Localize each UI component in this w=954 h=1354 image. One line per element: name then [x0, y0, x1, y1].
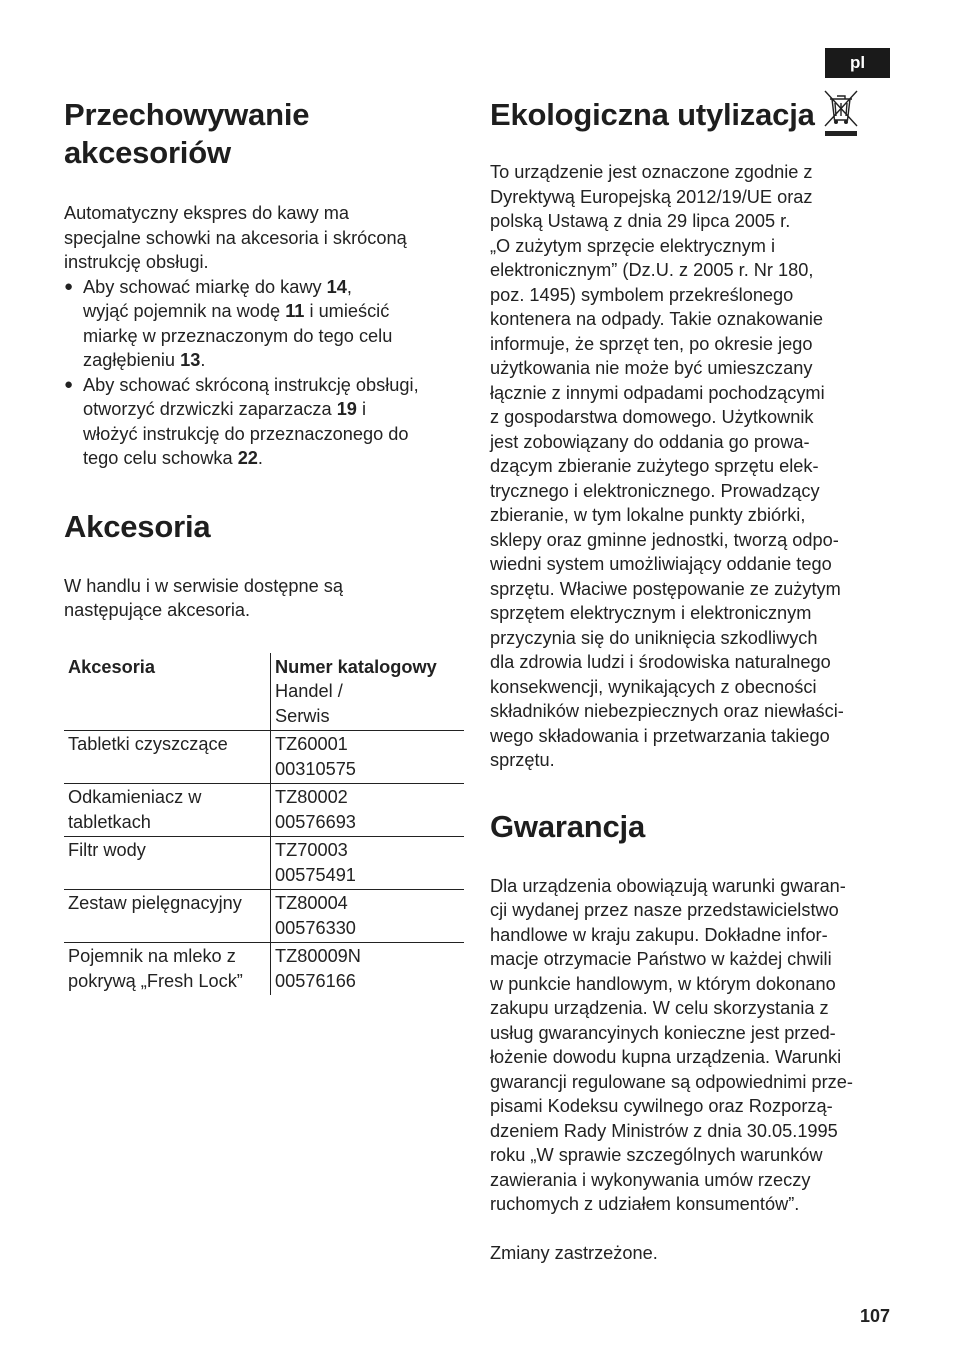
eco-body-line: składników niebezpiecznych oraz niewłaści- [490, 701, 844, 721]
table-header-sub: Handel / Serwis [271, 679, 465, 731]
eco-body-line: sprzętu. Właciwe postępowanie ze zużytym [490, 578, 841, 599]
table-cell-code: TZ80002 00576693 [271, 784, 465, 837]
part-number: 22 [237, 448, 258, 468]
warranty-body-line: w punkcie handlowym, w którym dokonano [490, 973, 836, 994]
warranty-body-line: pisami Kodeksu cywilnego oraz Rozporzą- [490, 1096, 833, 1116]
table-header-accessory: Akcesoria [68, 656, 155, 677]
warranty-body-line: handlowe w kraju zakupu. Dokładne infor- [490, 924, 828, 945]
eco-body-line: dzącym zbieranie zużytego sprzętu elek- [490, 456, 819, 476]
warranty-body-line: ruchomych z udziałem konsumentów”. [490, 1194, 800, 1214]
eco-title: Ekologiczna utylizacja [490, 97, 815, 132]
warranty-body-line: Dla urządzenia obowiązują warunki gwaran- [490, 875, 846, 896]
eco-body-line: przyczynia się do uniknięcia szkodliwych [490, 627, 818, 648]
warranty-note: Zmiany zastrzeżone. [490, 1243, 658, 1263]
warranty-body-line: roku „W sprawie szczególnych warunków [490, 1145, 823, 1165]
warranty-body-line: gwarancji regulowane są odpowiednimi prze- [490, 1071, 853, 1092]
table-row [64, 890, 464, 943]
table-cell-name: Filtr wody [64, 837, 271, 890]
storage-title-line1: Przechowywanie [64, 97, 310, 132]
eco-body-line: Dyrektywą Europejską 2012/19/UE oraz [490, 186, 813, 207]
right-column [490, 96, 892, 1266]
accessories-title: Akcesoria [64, 508, 211, 544]
table-row [64, 731, 464, 784]
part-number: 11 [285, 301, 305, 321]
eco-body-line: sklepy oraz gminne jednostki, tworzą odpo- [490, 529, 839, 550]
table-cell-name: Tabletki czyszczące [64, 731, 271, 784]
accessories-table [64, 653, 464, 996]
table-cell-name: Zestaw pielęgnacyjny [64, 890, 271, 943]
eco-body-line: dla zdrowia ludzi i środowiska naturalnego [490, 652, 831, 672]
eco-body-line: „O zużytym sprzęcie elektrycznym i [490, 235, 775, 256]
table-row [64, 784, 464, 837]
eco-body-line: sprzętem elektrycznym i elektronicznym [490, 603, 812, 623]
eco-body [490, 160, 892, 773]
warranty-title: Gwarancja [490, 808, 646, 844]
storage-steps [64, 275, 464, 471]
storage-intro-line: Automatyczny ekspres do kawy ma [64, 203, 350, 223]
storage-intro-line: instrukcję obsługi. [64, 252, 209, 272]
part-number: 14 [326, 276, 347, 297]
eco-body-line: łącznie z innymi odpadami pochodzącymi [490, 382, 825, 403]
eco-body-line: wiedni system umożliwiający oddanie tego [490, 554, 832, 574]
warranty-body-line: usług gwarancyinych konieczne jest przed- [490, 1022, 836, 1043]
table-row [64, 837, 464, 890]
accessories-intro: W handlu i w serwisie dostępne są następujące akcesoria. [64, 575, 344, 620]
page-number: 107 [859, 1306, 890, 1326]
eco-body-line: konsekwencji, wynikających z obecności [490, 676, 817, 697]
eco-body-line: poz. 1495) symbolem przekreślonego [490, 284, 794, 305]
storage-title-line2: akcesoriów [64, 135, 231, 170]
eco-body-line: wego składowania i przetwarzania takiego [490, 725, 830, 746]
eco-body-line: polską Ustawą z dnia 29 lipca 2005 r. [490, 211, 791, 231]
eco-body-line: To urządzenie jest oznaczone zgodnie z [490, 162, 813, 182]
language-tab: pl [825, 48, 890, 78]
eco-body-line: sprzętu. [490, 750, 555, 770]
eco-body-line: informuje, że sprzęt ten, po okresie jego [490, 333, 813, 354]
storage-step-2: ● Aby schować skróconą instrukcję obsługi, otworzyć drzwiczki zaparzacza 19 i włożyć instrukcję do przeznaczonego do tego celu schowka 22. [64, 373, 464, 471]
part-number: 13 [180, 350, 201, 370]
eco-body-line: użytkowania nie może być umieszczany [490, 358, 813, 378]
warranty-body-line: łożenie dowodu kupna urządzenia. Warunki [490, 1047, 842, 1067]
table-cell-code: TZ70003 00575491 [271, 837, 465, 890]
eco-body-line: zbieranie, w tym lokalne punkty zbiórki, [490, 505, 806, 525]
left-column [64, 96, 464, 995]
table-row [64, 943, 464, 996]
table-cell-code: TZ80009N 00576166 [271, 943, 465, 996]
eco-body-line: elektronicznym” (Dz.U. z 2005 r. Nr 180, [490, 260, 814, 280]
warranty-body [490, 874, 892, 1217]
table-cell-code: TZ80004 00576330 [271, 890, 465, 943]
eco-body-line: kontenera na odpady. Takie oznakowanie [490, 309, 824, 329]
table-header-catalog-number: Numer katalogowy [271, 653, 465, 680]
table-cell-code: TZ60001 00310575 [271, 731, 465, 784]
eco-heading [490, 96, 892, 143]
warranty-body-line: zawierania i wykonywania umów rzeczy [490, 1169, 811, 1190]
warranty-body-line: cji wydanej przez nasze przedstawicielstwo [490, 900, 839, 920]
warranty-body-line: macje otrzymacie Państwo w każdej chwili [490, 949, 832, 969]
table-cell-name: Pojemnik na mleko z pokrywą „Fresh Lock” [64, 943, 271, 996]
storage-intro-line: specjalne schowki na akcesoria i skróconą [64, 227, 407, 248]
storage-step-1: ● Aby schować miarkę do kawy 14, wyjąć pojemnik na wodę 11 i umieścić miarkę w przeznaczonym do tego celu zagłębieniu 13. [64, 275, 464, 373]
table-cell-name: Odkamieniacz w tabletkach [64, 784, 271, 837]
part-number: 19 [336, 399, 357, 419]
eco-body-line: z gospodarstwa domowego. Użytkownik [490, 407, 814, 427]
eco-body-line: jest zobowiązany do oddania go prowa- [490, 431, 810, 452]
storage-intro [64, 201, 464, 275]
warranty-body-line: dzeniem Rady Ministrów z dnia 30.05.1995 [490, 1120, 838, 1141]
crossed-out-wheelie-bin-icon [823, 88, 859, 143]
warranty-body-line: zakupu urządzenia. W celu skorzystania z [490, 998, 829, 1018]
table-header-subrow [64, 679, 464, 731]
table-header-row [64, 653, 464, 680]
eco-body-line: trycznego i elektronicznego. Prowadzący [490, 480, 820, 501]
storage-title [64, 96, 464, 172]
